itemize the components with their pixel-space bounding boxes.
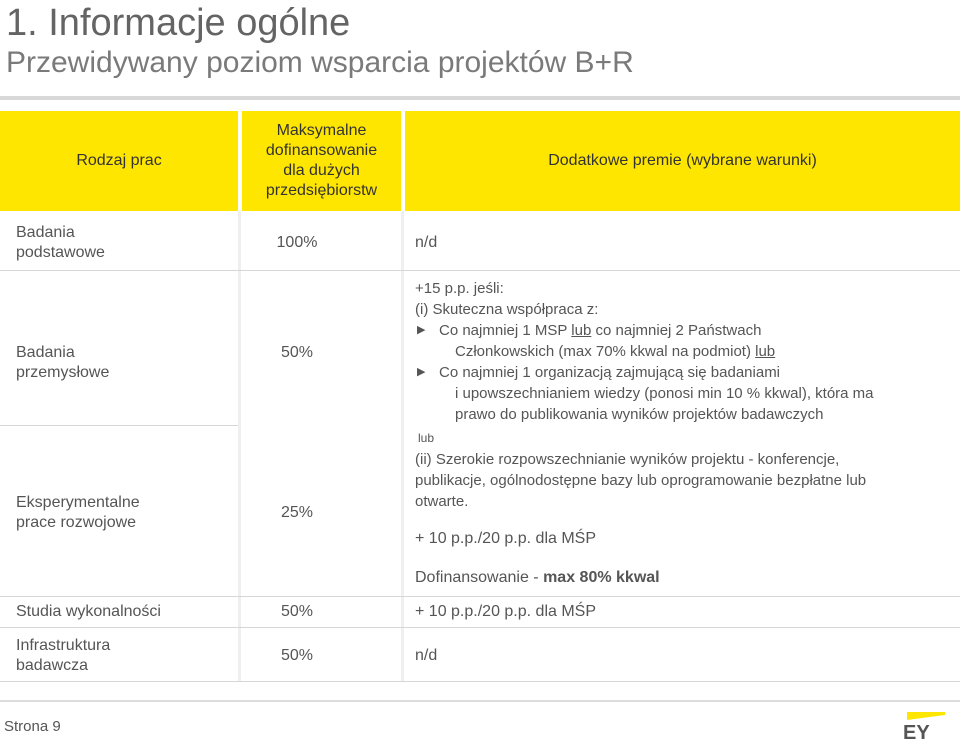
row-name-line: Infrastruktura bbox=[16, 637, 111, 654]
header-max-line: Maksymalne bbox=[276, 122, 367, 139]
row-name-line: Badania bbox=[16, 344, 75, 361]
row-infrastructure-name bbox=[16, 636, 110, 676]
row-infrastructure-bonus: n/d bbox=[415, 647, 438, 664]
bonus-cap-bold: max 80% kkwal bbox=[543, 569, 660, 586]
footer-divider bbox=[0, 700, 960, 702]
bonus-bullet-cont bbox=[415, 341, 960, 362]
ey-logo bbox=[901, 712, 945, 740]
header-max-line: przedsiębiorstw bbox=[265, 182, 378, 199]
column-divider bbox=[401, 211, 404, 681]
bonus-lub: lub bbox=[755, 343, 776, 360]
row-basic-max: 100% bbox=[276, 234, 318, 251]
row-feasibility-name: Studia wykonalności bbox=[16, 603, 161, 620]
bonus-detail-line: (i) Skuteczna współpraca z: bbox=[415, 301, 599, 318]
bonus-bullet-cont: prawo do publikowania wyników projektów badawczych bbox=[455, 406, 824, 423]
bonus-cap-text: Dofinansowanie - bbox=[415, 569, 544, 586]
row-divider bbox=[0, 425, 238, 426]
row-feasibility-max: 50% bbox=[280, 603, 314, 620]
row-basic-name bbox=[16, 223, 105, 263]
bullet-triangle-icon: ▶ bbox=[417, 366, 426, 378]
row-name-line: badawcza bbox=[16, 657, 89, 674]
row-divider bbox=[0, 681, 960, 682]
bonus-bullet bbox=[415, 362, 960, 383]
bonus-detail-line: publikacje, ogólnodostępne bazy lub oprogramowanie bezpłatne lub bbox=[415, 472, 867, 489]
header-max-line: dofinansowanie bbox=[265, 142, 378, 159]
title-divider bbox=[0, 96, 960, 100]
bonus-detail-line: otwarte. bbox=[415, 493, 469, 510]
bonus-detail-line: +15 p.p. jeśli: bbox=[415, 280, 504, 297]
bonus-bullet bbox=[415, 320, 960, 341]
row-feasibility-bonus: + 10 p.p./20 p.p. dla MŚP bbox=[415, 603, 597, 620]
row-divider bbox=[0, 270, 960, 271]
row-divider bbox=[0, 596, 960, 597]
bonus-bullet-cont: i upowszechnianiem wiedzy (ponosi min 10 % kkwal), która ma bbox=[455, 385, 874, 402]
bonus-detail bbox=[415, 278, 960, 588]
ey-logo-text: EY bbox=[903, 722, 930, 740]
bonus-lub-separator: lub bbox=[418, 431, 435, 445]
row-experimental-name bbox=[16, 493, 140, 533]
header-type-label: Rodzaj prac bbox=[76, 152, 162, 169]
header-bonus-cell bbox=[405, 111, 960, 211]
row-name-line: prace rozwojowe bbox=[16, 514, 137, 531]
row-name-line: podstawowe bbox=[16, 244, 105, 261]
bonus-detail-line: (ii) Szerokie rozpowszechnianie wyników projektu - konferencje, bbox=[415, 451, 840, 468]
header-max-cell bbox=[242, 111, 401, 211]
header-bonus-label: Dodatkowe premie (wybrane warunki) bbox=[548, 152, 817, 169]
bonus-text: Co najmniej 1 MSP bbox=[439, 322, 572, 339]
row-name-line: przemysłowe bbox=[16, 364, 110, 381]
bonus-lub: lub bbox=[571, 322, 592, 339]
row-experimental-max: 25% bbox=[280, 504, 314, 521]
row-name-line: Eksperymentalne bbox=[16, 494, 140, 511]
header-max-line: dla dużych bbox=[283, 162, 360, 179]
row-infrastructure-max: 50% bbox=[280, 647, 314, 664]
slide-title: 1. Informacje ogólne bbox=[6, 2, 351, 44]
bonus-text: Co najmniej 1 organizacją zajmującą się badaniami bbox=[439, 364, 781, 381]
bonus-text: Członkowskich (max 70% kkwal na podmiot) bbox=[455, 343, 756, 360]
header-type-cell bbox=[0, 111, 238, 211]
row-divider bbox=[0, 627, 960, 628]
bullet-triangle-icon: ▶ bbox=[417, 324, 426, 336]
row-industrial-max: 50% bbox=[280, 344, 314, 361]
row-name-line: Badania bbox=[16, 224, 75, 241]
row-basic-bonus: n/d bbox=[415, 234, 438, 251]
row-industrial-name bbox=[16, 343, 109, 383]
page-number: Strona 9 bbox=[4, 718, 61, 735]
column-divider bbox=[238, 211, 241, 681]
bonus-cap bbox=[415, 567, 960, 588]
slide-subtitle: Przewidywany poziom wsparcia projektów B+R bbox=[6, 46, 634, 79]
bonus-sme: + 10 p.p./20 p.p. dla MŚP bbox=[415, 530, 597, 547]
bonus-text: co najmniej 2 Państwach bbox=[591, 322, 762, 339]
